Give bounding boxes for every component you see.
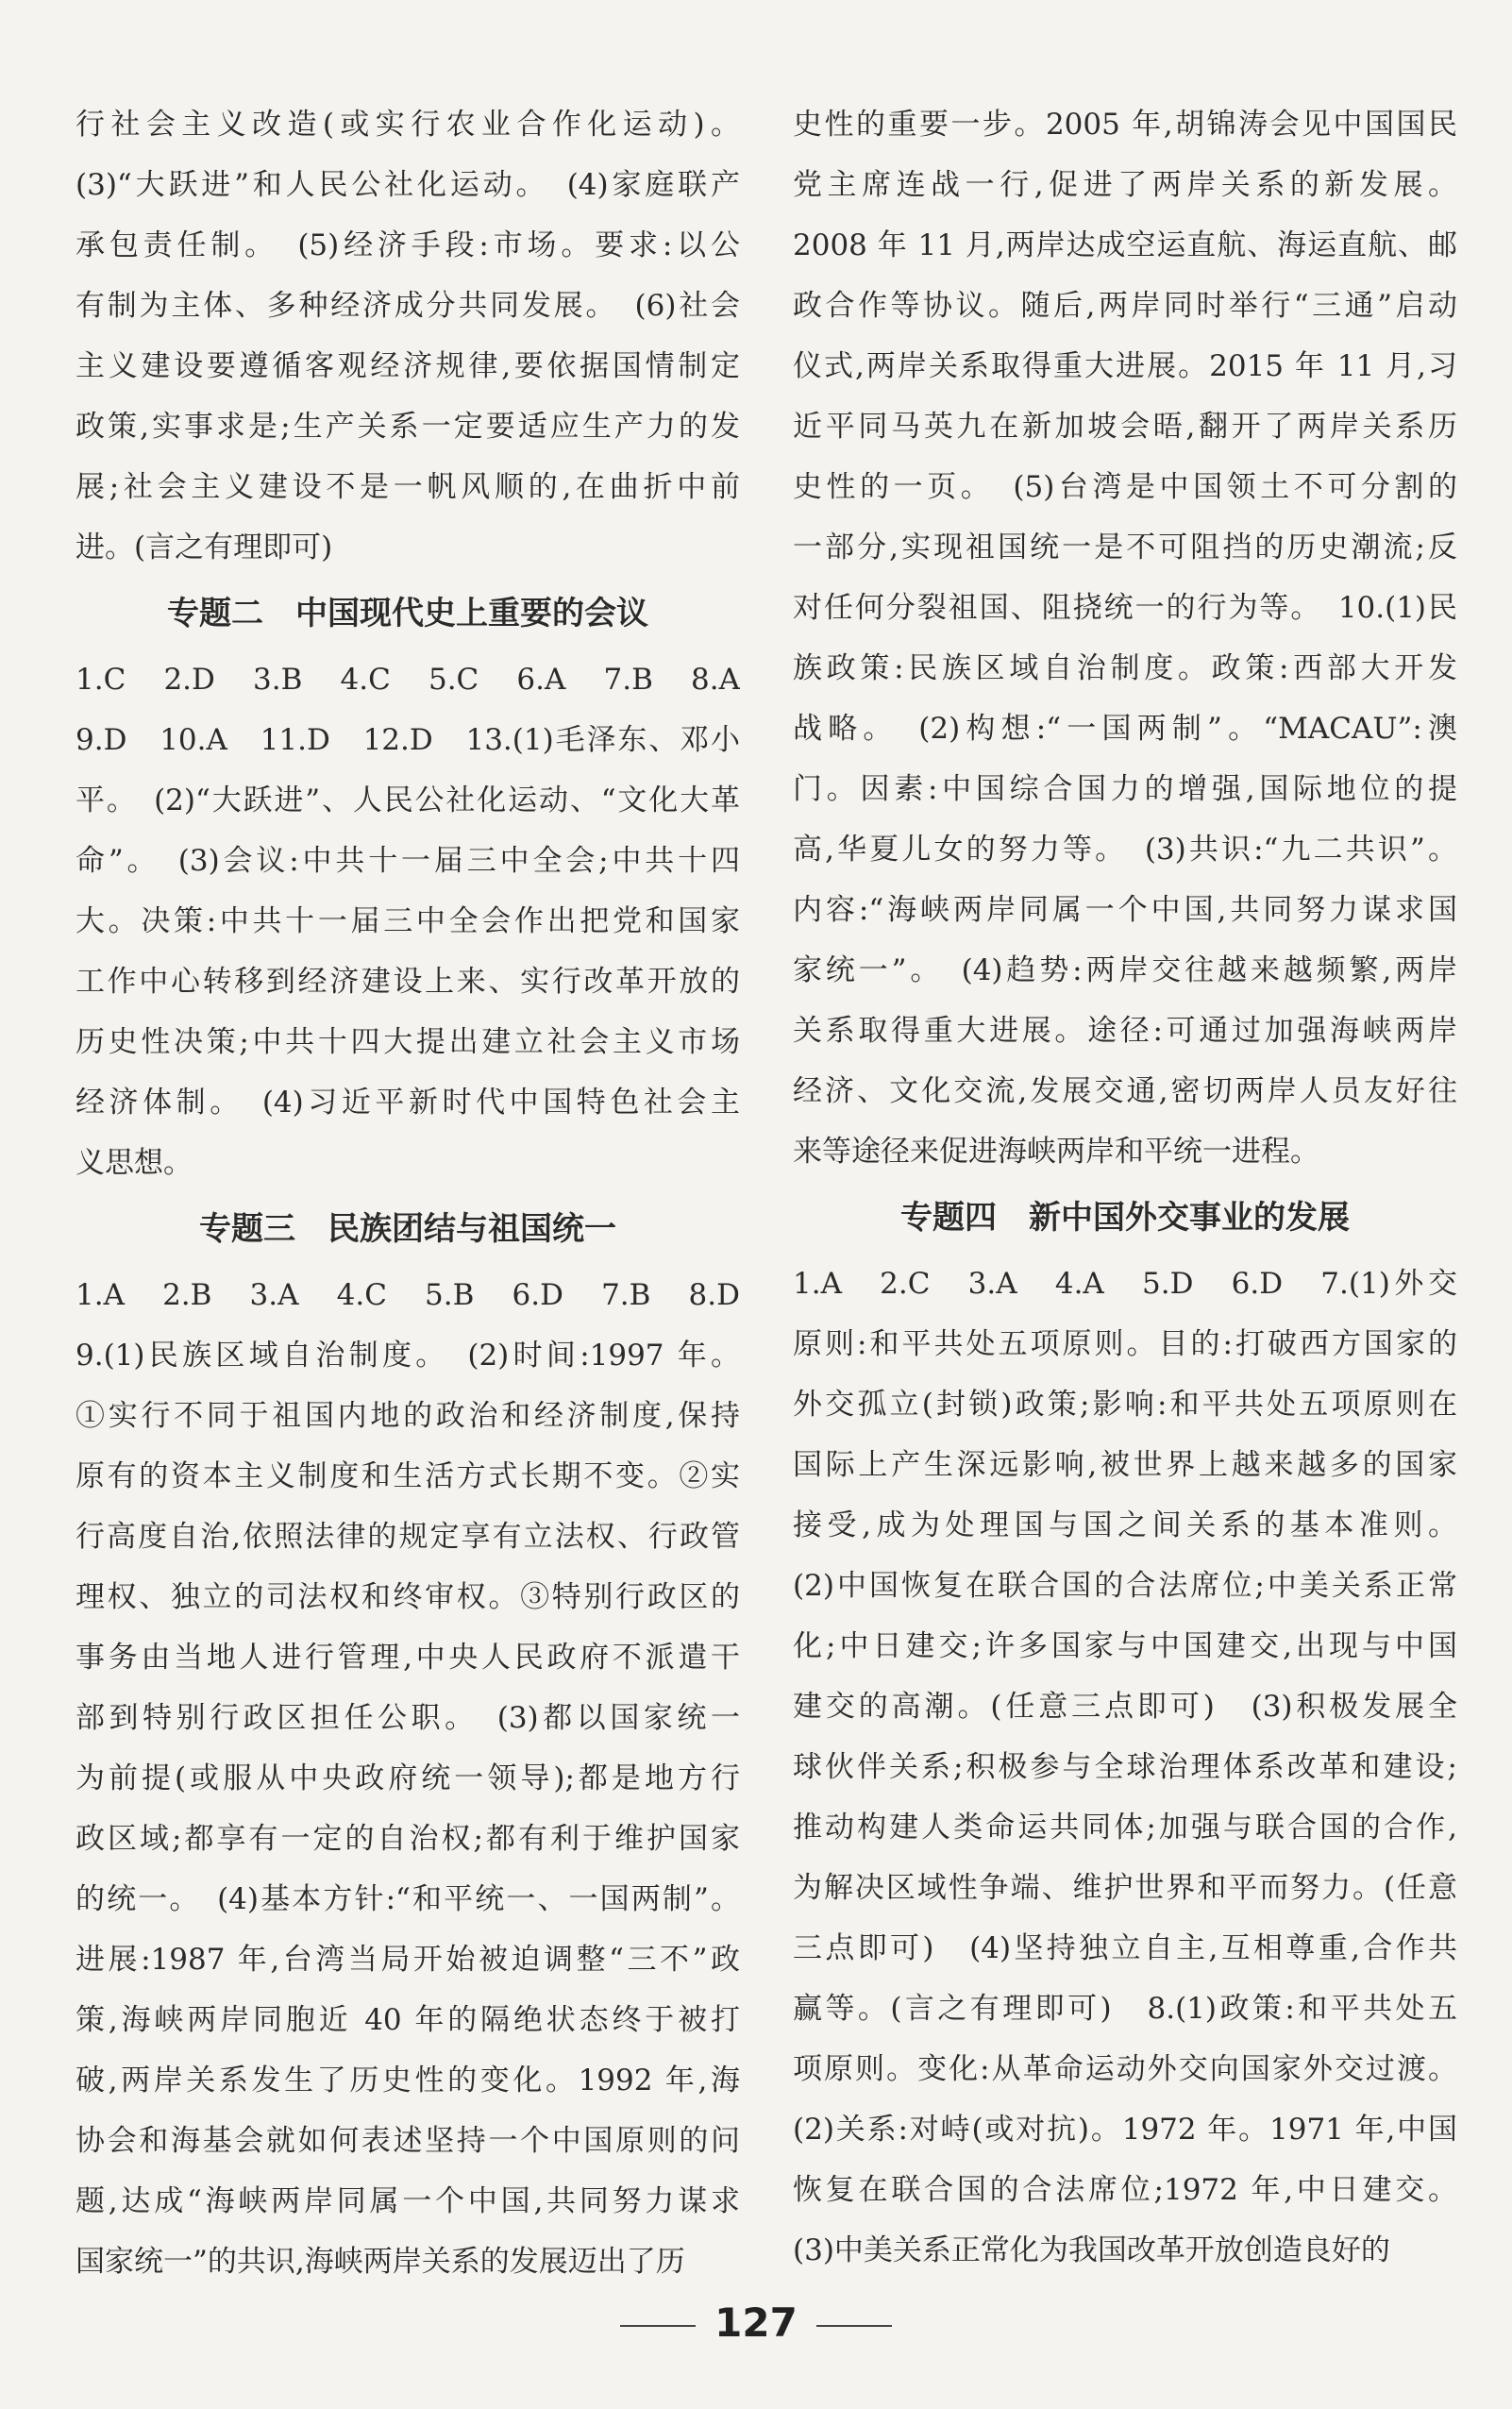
text-line: 高,华夏儿女的努力等。 (3)共识:“九二共识”。 (793, 833, 1457, 867)
text-line: 的统一。 (4)基本方针:“和平统一、一国两制”。 (76, 1882, 740, 1916)
text-line: 2008 年 11 月,两岸达成空运直航、海运直航、邮 (793, 228, 1457, 262)
left-column (76, 94, 740, 2292)
footer-rule-left (620, 2325, 696, 2327)
footer-rule-right (816, 2325, 892, 2327)
text-line: 1.C 2.D 3.B 4.C 5.C 6.A 7.B 8.A (76, 663, 740, 697)
section-heading: 专题三 民族团结与祖国统一 (199, 1210, 616, 1248)
right-column (793, 94, 1457, 2281)
text-line: 原则:和平共处五项原则。目的:打破西方国家的 (793, 1327, 1457, 1361)
text-line: 国家统一”的共识,海峡两岸关系的发展迈出了历 (76, 2245, 685, 2279)
text-line: 家统一”。 (4)趋势:两岸交往越来越频繁,两岸 (793, 953, 1457, 987)
text-line: 大。决策:中共十一届三中全会作出把党和国家 (76, 904, 740, 938)
text-line: 战略。 (2)构想:“一国两制”。“MACAU”:澳 (793, 712, 1457, 746)
text-line: 展;社会主义建设不是一帆风顺的,在曲折中前 (76, 470, 740, 504)
text-line: 近平同马英九在新加坡会晤,翻开了两岸关系历 (793, 410, 1457, 444)
text-line: 工作中心转移到经济建设上来、实行改革开放的 (76, 965, 740, 999)
text-line: 关系取得重大进展。途径:可通过加强海峡两岸 (793, 1014, 1457, 1048)
text-line: 党主席连战一行,促进了两岸关系的新发展。 (793, 168, 1457, 202)
page-number: 127 (714, 2300, 798, 2346)
text-line: 政策,实事求是;生产关系一定要适应生产力的发 (76, 410, 740, 444)
text-line: 破,两岸关系发生了历史性的变化。1992 年,海 (76, 2064, 740, 2097)
text-line: 接受,成为处理国与国之间关系的基本准则。 (793, 1508, 1457, 1542)
answer-page (76, 94, 1472, 2279)
text-line: 内容:“海峡两岸同属一个中国,共同努力谋求国 (793, 893, 1457, 927)
text-line: 为前提(或服从中央政府统一领导);都是地方行 (76, 1761, 740, 1795)
text-line: 化;中日建交;许多国家与中国建交,出现与中国 (793, 1629, 1457, 1663)
text-line: 经济、文化交流,发展交通,密切两岸人员友好往 (793, 1074, 1457, 1108)
text-line: (2)关系:对峙(或对抗)。1972 年。1971 年,中国 (793, 2113, 1457, 2147)
text-line: 赢等。(言之有理即可) 8.(1)政策:和平共处五 (793, 1992, 1457, 2026)
text-line: 部到特别行政区担任公职。 (3)都以国家统一 (76, 1701, 740, 1735)
text-line: 历史性决策;中共十四大提出建立社会主义市场 (76, 1025, 740, 1059)
text-line: 题,达成“海峡两岸同属一个中国,共同努力谋求 (76, 2184, 740, 2218)
section-heading: 专题二 中国现代史上重要的会议 (167, 595, 648, 632)
text-line: 进展:1987 年,台湾当局开始被迫调整“三不”政 (76, 1943, 740, 1977)
text-line: 行高度自治,依照法律的规定享有立法权、行政管 (76, 1520, 740, 1554)
text-line: 9.D 10.A 11.D 12.D 13.(1)毛泽东、邓小 (76, 723, 740, 757)
text-line: 外交孤立(封锁)政策;影响:和平共处五项原则在 (793, 1388, 1457, 1422)
text-line: 推动构建人类命运共同体;加强与联合国的合作, (793, 1811, 1457, 1845)
text-line: 主义建设要遵循客观经济规律,要依据国情制定 (76, 349, 740, 383)
text-line: 国际上产生深远影响,被世界上越来越多的国家 (793, 1448, 1457, 1482)
text-line: 1.A 2.C 3.A 4.A 5.D 6.D 7.(1)外交 (793, 1267, 1457, 1301)
text-line: 政区域;都享有一定的自治权;都有利于维护国家 (76, 1822, 740, 1856)
text-line: 经济体制。 (4)习近平新时代中国特色社会主 (76, 1086, 740, 1120)
text-line: 策,海峡两岸同胞近 40 年的隔绝状态终于被打 (76, 2003, 740, 2037)
text-line: 球伙伴关系;积极参与全球治理体系改革和建设; (793, 1750, 1457, 1784)
text-line: 来等途径来促进海峡两岸和平统一进程。 (793, 1135, 1319, 1169)
text-line: 协会和海基会就如何表述坚持一个中国原则的问 (76, 2124, 740, 2158)
text-line: 政合作等协议。随后,两岸同时举行“三通”启动 (793, 289, 1457, 323)
page-footer (0, 2300, 1512, 2346)
text-line: 族政策:民族区域自治制度。政策:西部大开发 (793, 651, 1457, 685)
text-line: 理权、独立的司法权和终审权。③特别行政区的 (76, 1580, 740, 1614)
text-line: 原有的资本主义制度和生活方式长期不变。②实 (76, 1459, 740, 1493)
text-line: 义思想。 (76, 1146, 193, 1180)
text-line: 项原则。变化:从革命运动外交向国家外交过渡。 (793, 2052, 1457, 2086)
text-line: 史性的一页。 (5)台湾是中国领土不可分割的 (793, 470, 1457, 504)
text-line: 有制为主体、多种经济成分共同发展。 (6)社会 (76, 289, 740, 323)
text-line: (2)中国恢复在联合国的合法席位;中美关系正常 (793, 1569, 1457, 1603)
text-line: 一部分,实现祖国统一是不可阻挡的历史潮流;反 (793, 531, 1457, 564)
text-line: 对任何分裂祖国、阻挠统一的行为等。 10.(1)民 (793, 591, 1457, 625)
text-line: 9.(1)民族区域自治制度。 (2)时间:1997 年。 (76, 1339, 740, 1373)
text-line: 1.A 2.B 3.A 4.C 5.B 6.D 7.B 8.D (76, 1278, 740, 1312)
text-line: 为解决区域性争端、维护世界和平而努力。(任意 (793, 1871, 1457, 1905)
text-line: (3)中美关系正常化为我国改革开放创造良好的 (793, 2233, 1390, 2267)
text-line: 事务由当地人进行管理,中央人民政府不派遣干 (76, 1641, 740, 1675)
text-line: ①实行不同于祖国内地的政治和经济制度,保持 (76, 1399, 740, 1433)
section-heading: 专题四 新中国外交事业的发展 (900, 1199, 1350, 1237)
text-line: (3)“大跃进”和人民公社化运动。 (4)家庭联产 (76, 168, 740, 202)
text-line: 恢复在联合国的合法席位;1972 年,中日建交。 (793, 2173, 1457, 2207)
text-line: 命”。 (3)会议:中共十一届三中全会;中共十四 (76, 844, 740, 878)
text-line: 建交的高潮。(任意三点即可) (3)积极发展全 (793, 1690, 1457, 1724)
text-line: 门。因素:中国综合国力的增强,国际地位的提 (793, 772, 1457, 806)
text-line: 仪式,两岸关系取得重大进展。2015 年 11 月,习 (793, 349, 1457, 383)
text-line: 承包责任制。 (5)经济手段:市场。要求:以公 (76, 228, 740, 262)
text-line: 行社会主义改造(或实行农业合作化运动)。 (76, 108, 740, 142)
text-line: 三点即可) (4)坚持独立自主,互相尊重,合作共 (793, 1931, 1457, 1965)
text-line: 进。(言之有理即可) (76, 531, 333, 564)
text-line: 平。 (2)“大跃进”、人民公社化运动、“文化大革 (76, 783, 740, 817)
text-line: 史性的重要一步。2005 年,胡锦涛会见中国国民 (793, 108, 1457, 142)
